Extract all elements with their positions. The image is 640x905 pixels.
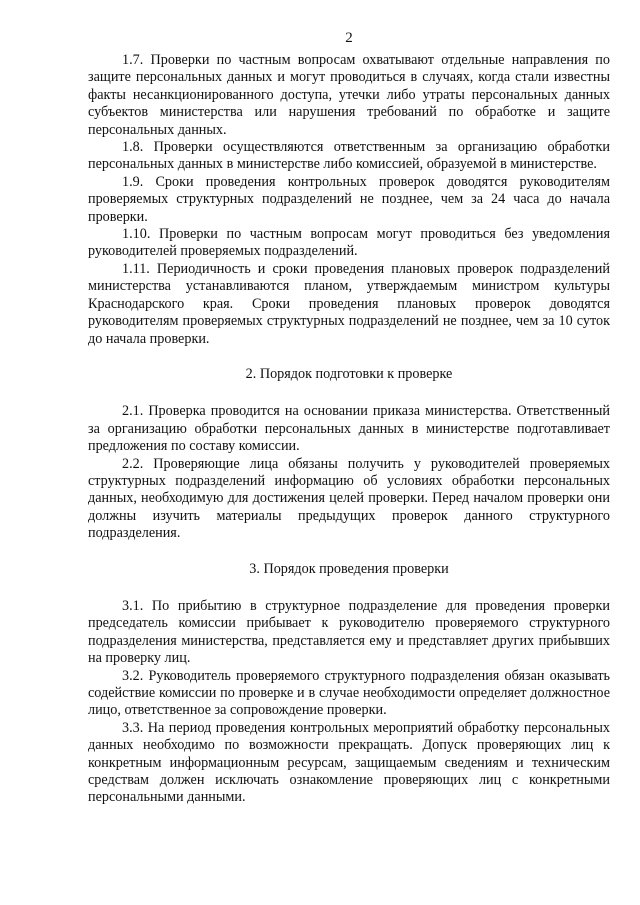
paragraph-1-7: 1.7. Проверки по частным вопросам охватывают отдельные направления по защите персональных данных и могут проводиться в случаях, когда стали известны факты несанкционированного доступа, утечки либо утраты персональных данных субъектов министерства или нарушения требований по обработке и защите персональных данных. — [88, 52, 610, 138]
section-2-heading: 2. Порядок подготовки к проверке — [245, 365, 453, 382]
paragraph-1-9: 1.9. Сроки проведения контрольных проверок доводятся руководителям проверяемых структурных подразделений не позднее, чем за 24 часа до начала проверки. — [88, 173, 610, 225]
paragraph-1-11: 1.11. Периодичность и сроки проведения плановых проверок подразделений министерства устанавливаются планом, утверждаемым министром культуры Краснодарского края. Сроки проведения плановых проверок доводятся руководителям проверяемых структурных подразделений не позднее, чем за 10 суток до начала проверки. — [88, 260, 610, 347]
paragraph-3-3: 3.3. На период проведения контрольных мероприятий обработку персональных данных необходимо по возможности прекращать. Допуск проверяющих лиц к конкретным информационным ресурсам, защищаемым сведениям и техническим средствам должен исключать ознакомление проверяющих лиц с конкретными персональными данными. — [88, 719, 610, 806]
paragraph-3-1: 3.1. По прибытию в структурное подразделение для проведения проверки председатель комиссии прибывает к руководителю проверяемого структурного подразделения министерства, представляется ему и представляет других прибывших на проверку лиц. — [88, 597, 610, 667]
section-3-heading: 3. Порядок проведения проверки — [249, 560, 449, 577]
paragraph-1-8: 1.8. Проверки осуществляются ответственным за организацию обработки персональных данных в министерстве либо комиссией, образуемой в министерстве. — [88, 139, 610, 173]
document-body — [88, 52, 610, 807]
paragraph-1-10: 1.10. Проверки по частным вопросам могут проводиться без уведомления руководителей проверяемых подразделений. — [88, 226, 610, 260]
page-number: 2 — [345, 30, 353, 46]
paragraph-3-2: 3.2. Руководитель проверяемого структурного подразделения обязан оказывать содействие комиссии по проверке и в случае необходимости определяет должностное лицо, ответственное за сопровождение проверки. — [88, 667, 610, 719]
paragraph-2-2: 2.2. Проверяющие лица обязаны получить у руководителей проверяемых структурных подразделений информацию об условиях обработки персональных данных, необходимую для достижения целей проверки. Перед началом проверки они должны изучить материалы предыдущих проверок данного структурного подразделения. — [88, 455, 610, 542]
paragraph-2-1: 2.1. Проверка проводится на основании приказа министерства. Ответственный за организацию обработки персональных данных в министерстве подготавливает предложения по составу комиссии. — [88, 403, 610, 455]
